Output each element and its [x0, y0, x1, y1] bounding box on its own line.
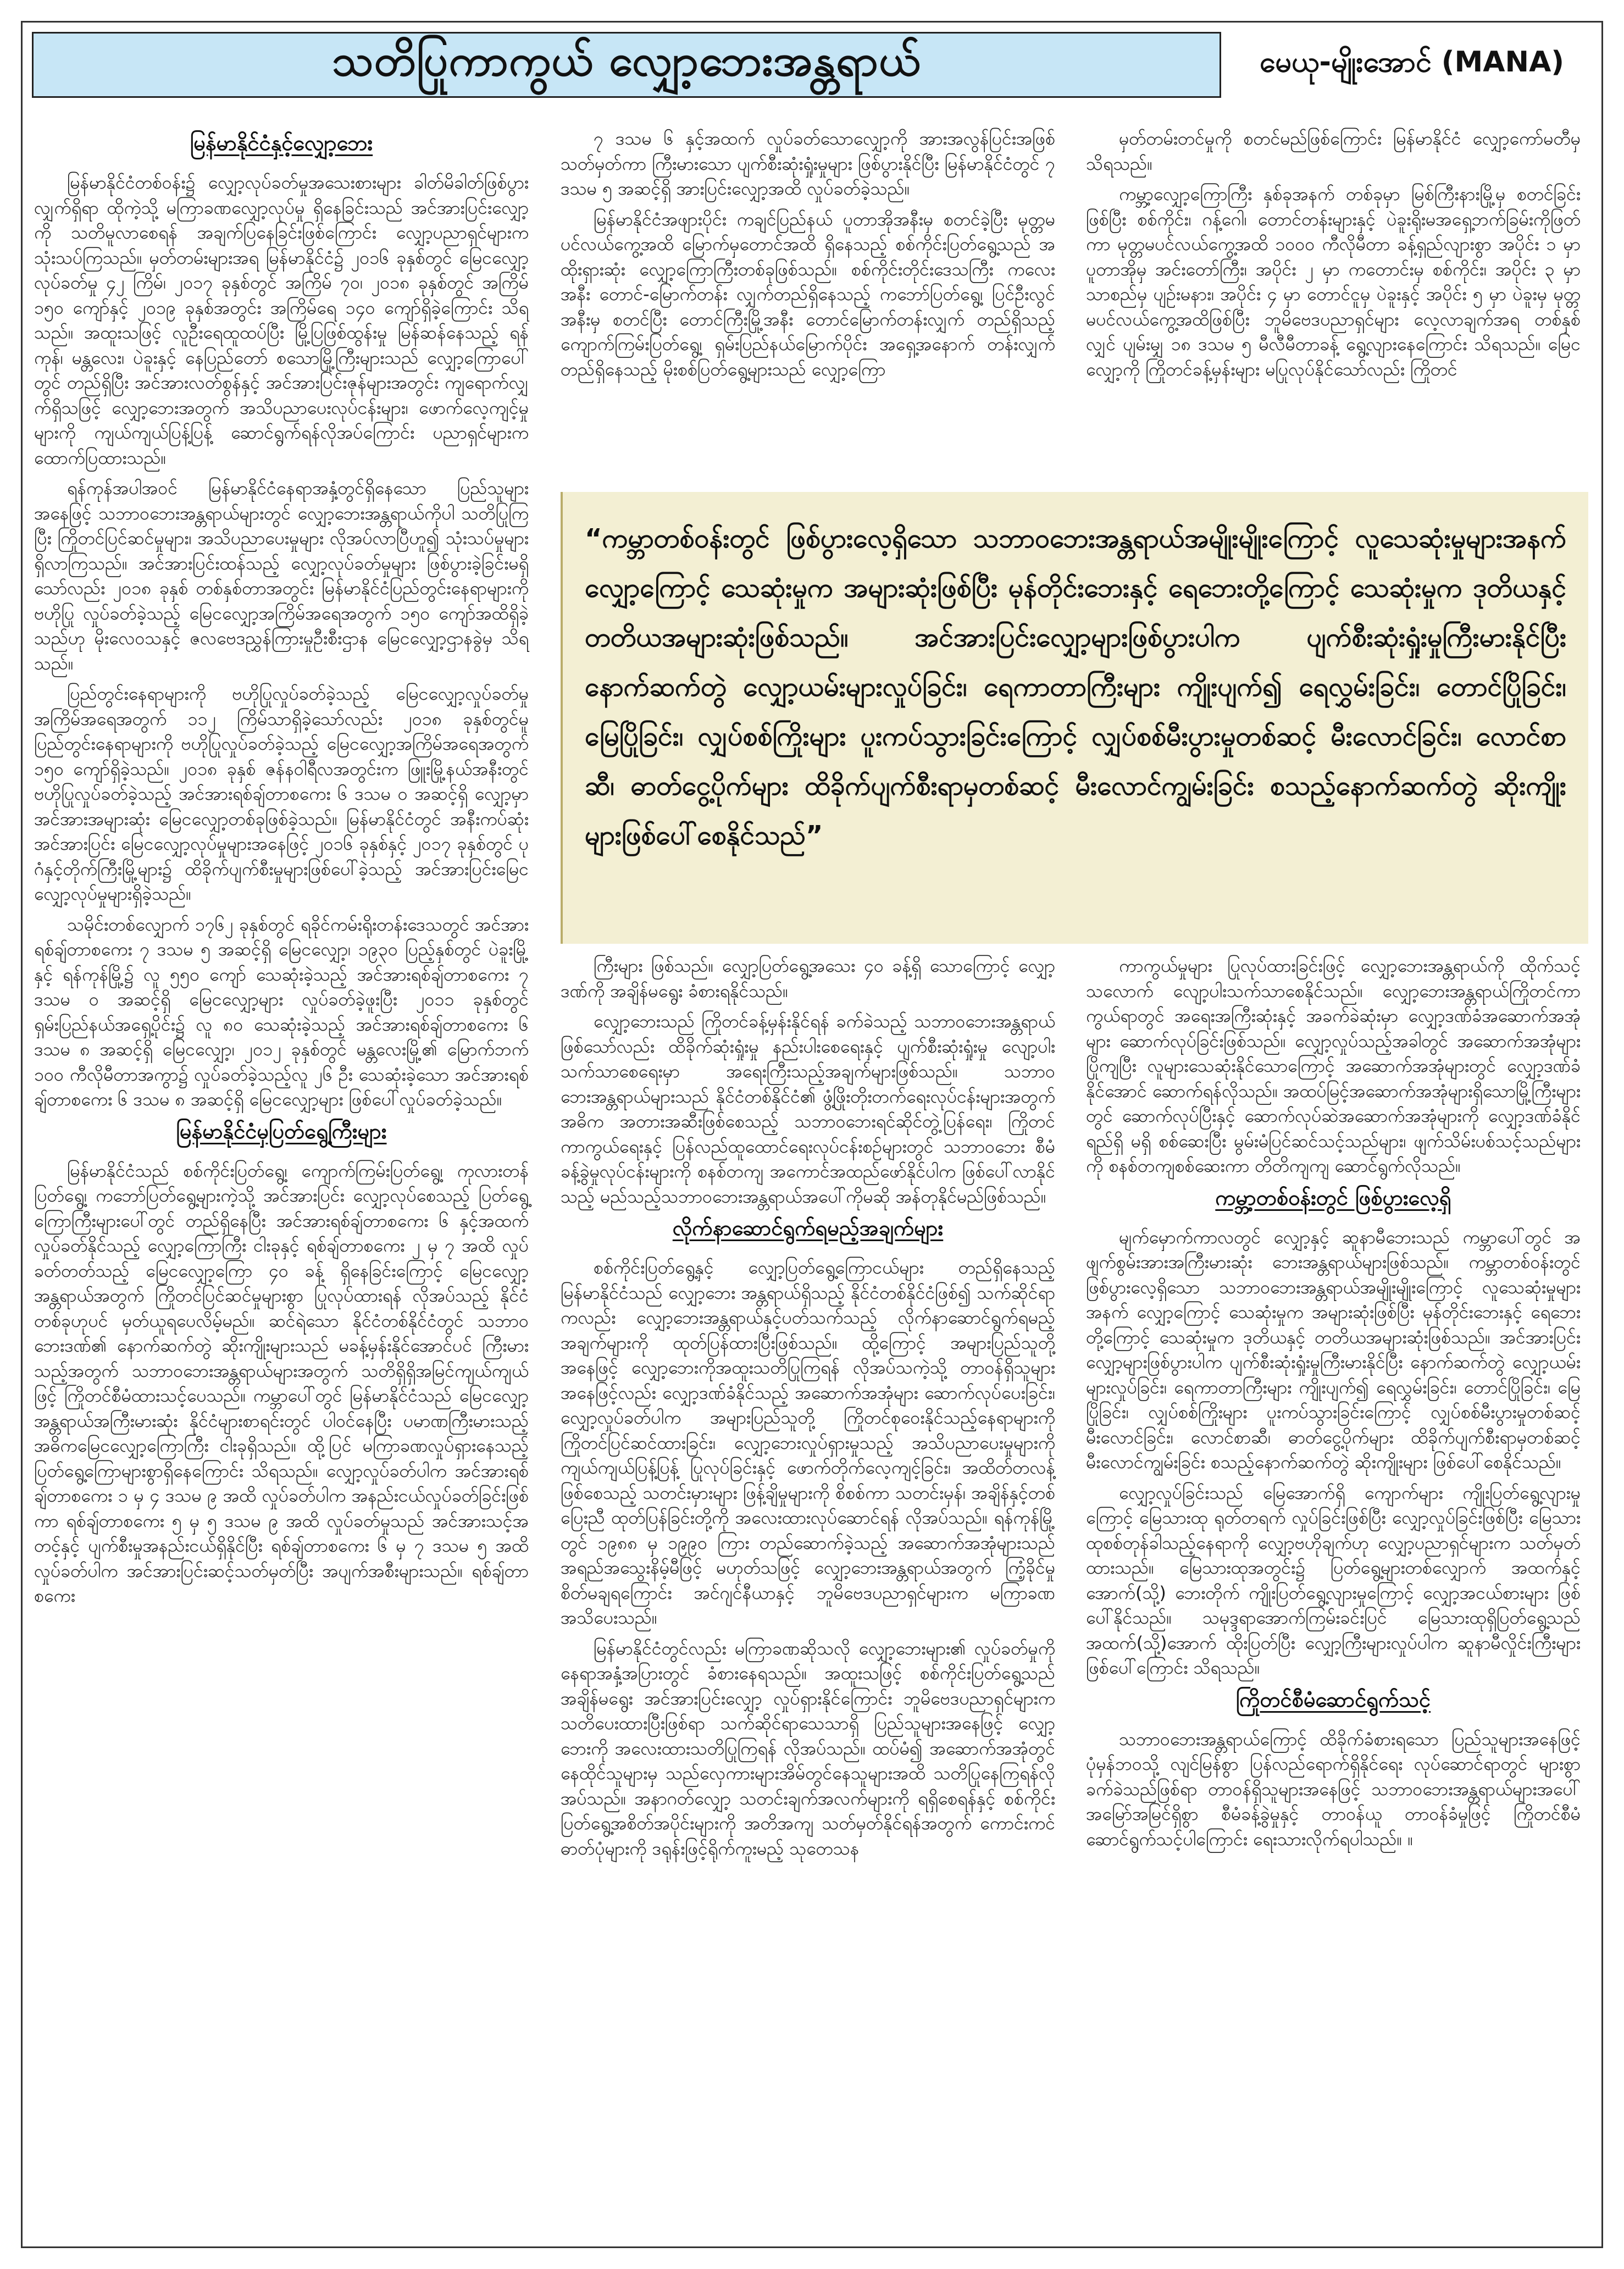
- paragraph: မျက်မှောက်ကာလတွင် လျှော့နှင့် ဆူနာမီဘေးသည် ကမ္ဘာပေါ်တွင် အဖျက်စွမ်းအားအကြီးမားဆုံး ဘေးအန္တရာယ်များဖြစ်သည်။ ကမ္ဘာတစ်ဝန်းတွင် ဖြစ်ပွားလေ့ရှိသော သဘာဝဘေးအန္တရာယ်အမျိုးမျိုးကြောင့် လူသေဆုံးမှုများအနက် လျှော့ကြောင့် သေဆုံးမှုက အများဆုံးဖြစ်ပြီး မုန်တိုင်းဘေးနှင့် ရေဘေးတို့ကြောင့် သေဆုံးမှုက ဒုတိယနှင့် တတိယအများဆုံးဖြစ်သည်။ အင်အားပြင်းလျှော့များဖြစ်ပွားပါက ပျက်စီးဆုံးရှုံးမှုကြီးမားနိုင်ပြီး နောက်ဆက်တွဲ လျှော့ယမ်းများလှုပ်ခြင်း၊ ရေကာတာကြီးများ ကျိုးပျက်၍ ရေလွှမ်းခြင်း၊ တောင်ပြိုခြင်း၊ မြေပြိုခြင်း၊ လျှပ်စစ်ကြိုးများ ပူးကပ်သွားခြင်းကြောင့် လျှပ်စစ်မီးပွားမှုတစ်ဆင့် မီးလောင်ခြင်း၊ လောင်စာဆီ၊ ဓာတ်ငွေ့ပိုက်များ ထိခိုက်ပျက်စီးရာမှတစ်ဆင့် မီးလောင်ကျွမ်းခြင်း စသည့်နောက်ဆက်တွဲ ဆိုးကျိုးများ ဖြစ်ပေါ်စေနိုင်သည်။: [1086, 1226, 1581, 1473]
- section-heading: မြန်မာနိုင်ငံမှပြတ်ရွေ့ကြီးများ: [176, 1119, 387, 1143]
- paragraph: ကမ္ဘာ့လျှော့ကြောကြီး နှစ်ခုအနက် တစ်ခုမှာ မြစ်ကြီးနားမြို့မှ စတင်ခြင်းဖြစ်ပြီး စစ်ကိုင်း၊ ဂန့်ဂေါ၊ တောင်တန်းများနှင့် ပဲခူးရိုးမအရှေ့ဘက်ခြမ်းကိုဖြတ်ကာ မုတ္တမပင်လယ်ကွေ့အထိ ၁၀၀၀ ကီလိုမီတာ ခန့်ရှည်လျားစွာ အပိုင်း ၁ မှာ ပူတာအိုမှ အင်းတော်ကြီး၊ အပိုင်း ၂ မှာ ကတောင်းမှ စစ်ကိုင်း၊ အပိုင်း ၃ မှာ သာစည်မှ ပျဉ်းမနား၊ အပိုင်း ၄ မှာ တောင်ငူမှ ပဲခူးနှင့် အပိုင်း ၅ မှာ ပဲခူးမှ မုတ္တမပင်လယ်ကွေ့အထိဖြစ်ပြီး ဘူမိဗေဒပညာရှင်များ လေ့လာချက်အရ တစ်နှစ်လျှင် ပျမ်းမျှ ၁၈ ဒသမ ၅ မီလီမီတာခန့် ရွေ့လျားနေကြောင်း သိရသည်။ မြေငလျှော့ကို ကြိုတင်ခန့်မှန်းများ မပြုလုပ်နိုင်သော်လည်း ကြိုတင်: [1086, 184, 1581, 380]
- paragraph: ကြီးများ ဖြစ်သည်။ လျှော့ပြတ်ရွေ့အသေး ၄၀ ခန့်ရှိ သောကြောင့် လျှော့ဒဏ်ကို အချိန်မရွေး ခံစားရနိုင်သည်။: [561, 955, 1055, 1001]
- byline-box: [1232, 32, 1592, 98]
- paragraph: မြန်မာနိုင်ငံတွင်လည်း မကြာခဏဆိုသလို လျှော့ဘေးများ၏ လှုပ်ခတ်မှုကို နေရာအနှံ့အပြားတွင် ခံစားနေရသည်။ အထူးသဖြင့် စစ်ကိုင်းပြတ်ရွေ့သည် အချိန်မရွေး အင်အားပြင်းလျှော့ လှုပ်ရှားနိုင်ကြောင်း ဘူမိဗေဒပညာရှင်များက သတိပေးထားပြီးဖြစ်ရာ သက်ဆိုင်ရာသေသာရှိ ပြည်သူများအနေဖြင့် လျှော့ဘေးကို အလေးထားသတိပြုကြရန် လိုအပ်သည်။ ထပ်မံ၍ အဆောက်အအုံတွင် နေထိုင်သူများမှ သည်လှေကားများအိမ်တွင်နေသူများအထိ သတိပြုနေကြရန်လိုအပ်သည်။ အနာဂတ်လျှော့ သတင်းချက်အလက်များကို ရရှိစေရန်နှင့် စစ်ကိုင်းပြတ်ရွေ့အစိတ်အပိုင်းများကို အတိအကျ သတ်မှတ်နိုင်ရန်အတွက် ကောင်းကင်ဓာတ်ပုံများကို ဒရုန်းဖြင့်ရိုက်ကူးမည့် သုတေသန: [561, 1637, 1055, 1859]
- byline: မေယု-မျိုးအောင် (MANA): [1259, 46, 1565, 79]
- pull-quote-text: “ကမ္ဘာတစ်ဝန်းတွင် ဖြစ်ပွားလေ့ရှိသော သဘာဝဘေးအန္တရာယ်အမျိုးမျိုးကြောင့် လူသေဆုံးမှုများအနက် လျှော့ကြောင့် သေဆုံးမှုက အများဆုံးဖြစ်ပြီး မုန်တိုင်းဘေးနှင့် ရေဘေးတို့ကြောင့် သေဆုံးမှုက ဒုတိယနှင့် တတိယအများဆုံးဖြစ်သည်။ အင်အားပြင်းလျှော့များဖြစ်ပွားပါက ပျက်စီးဆုံးရှုံးမှုကြီးမားနိုင်ပြီး နောက်ဆက်တွဲ လျှော့ယမ်းများလှုပ်ခြင်း၊ ရေကာတာကြီးများ ကျိုးပျက်၍ ရေလွှမ်းခြင်း၊ တောင်ပြိုခြင်း၊ မြေပြိုခြင်း၊ လျှပ်စစ်ကြိုးများ ပူးကပ်သွားခြင်းကြောင့် လျှပ်စစ်မီးပွားမှုတစ်ဆင့် မီးလောင်ခြင်း၊ လောင်စာဆီ၊ ဓာတ်ငွေ့ပိုက်များ ထိခိုက်ပျက်စီးရာမှတစ်ဆင့် မီးလောင်ကျွမ်းခြင်း စသည့်နောက်ဆက်တွဲ ဆိုးကျိုးများဖြစ်ပေါ်စေနိုင်သည်”: [585, 523, 1566, 851]
- paragraph: လျှော့ဘေးသည် ကြိုတင်ခန့်မှန်းနိုင်ရန် ခက်ခဲသည့် သဘာဝဘေးအန္တရာယ်ဖြစ်သော်လည်း ထိခိုက်ဆုံးရှုံးမှု နည်းပါးစေရေးနှင့် ပျက်စီးဆုံးရှုံးမှု လျော့ပါးသက်သာစေရေးမှာ အရေးကြီးသည့်အချက်များဖြစ်သည်။ သဘာဝဘေးအန္တရာယ်များသည် နိုင်ငံတစ်နိုင်ငံ၏ ဖွံ့ဖြိုးတိုးတက်ရေးလုပ်ငန်းများအတွက် အဓိက အတားအဆီးဖြစ်စေသည့် သဘာဝဘေးရင်ဆိုင်တွဲ့ပြန်ရေး၊ ကြိုတင်ကာကွယ်ရေးနှင့် ပြန်လည်ထူထောင်ရေးလုပ်ငန်းစဉ်များတွင် သဘာဝဘေး စီမံခန့်ခွဲမှုလုပ်ငန်းများကို စနစ်တကျ အကောင်အထည်ဖော်နိုင်ပါက ဖြစ်ပေါ်လာနိုင်သည့် မည်သည့်သဘာဝဘေးအန္တရာယ်အပေါ်ကိုမဆို အန်တုနိုင်မည်ဖြစ်သည်။: [561, 1011, 1055, 1207]
- column-2-bottom: [561, 954, 1055, 1867]
- paragraph: မြန်မာနိုင်ငံအဖျားပိုင်း ကချင်ပြည်နယ် ပူတာအိုအနီးမှ စတင်ခဲ့ပြီး မုတ္တမပင်လယ်ကွေ့အထိ မြောက်မှတောင်အထိ ရှိနေသည့် စစ်ကိုင်းပြတ်ရွေ့သည် အထိုးရှားဆုံး လျှော့ကြောကြီးတစ်ခုဖြစ်သည်။ စစ်ကိုင်းတိုင်းဒေသကြီး ကလေးအနီး တောင်-မြောက်တန်း လျှက်တည်ရှိနေသည့် ကဘော်ပြတ်ရွေ့၊ ပြင်ဦးလွင်အနီးမှ စတင်ပြီး တောင်ကြီးမြို့အနီး တောင်မြောက်တန်းလျှက် တည်ရှိသည့် ကျောက်ကြမ်းပြတ်ရွေ့၊ ရှမ်းပြည်နယ်မြောက်ပိုင်း အရှေ့အနောက် တန်းလျှက်တည်ရှိနေသည့် မိုးစစ်ပြတ်ရွေ့များသည် လျှော့ကြော: [561, 208, 1055, 380]
- paragraph: ကာကွယ်မှုများ ပြုလုပ်ထားခြင်းဖြင့် လျှော့ဘေးအန္တရာယ်ကို ထိုက်သင့်သလောက် လျော့ပါးသက်သာစေနိုင်သည်။ လျှော့ဘေးအန္တရာယ်ကြိုတင်ကာကွယ်ရာတွင် အရေးအကြီးဆုံးနှင့် အခက်ခဲဆုံးမှာ လျှော့ဒဏ်ခံအဆောက်အအုံများ ဆောက်လုပ်ခြင်းဖြစ်သည်။ လျှော့လှုပ်သည့်အခါတွင် အဆောက်အအုံများပြိုကျပြီး လူများသေဆုံးနိုင်သောကြောင့် အဆောက်အအုံများတွင် လျှော့ဒဏ်ခံနိုင်အောင် ဆောက်ရန်လိုသည်။ အထပ်မြင့်အဆောက်အအုံများရှိသောမြို့ကြီးများတွင် ဆောက်လုပ်ပြီးနှင့် ဆောက်လုပ်ဆဲအဆောက်အအုံများကို လျှော့ဒဏ်ခံနိုင်ရည်ရှိ မရှိ စစ်ဆေးပြီး မွမ်းမံပြင်ဆင်သင့်သည်များ၊ ဖျက်သိမ်းပစ်သင့်သည်များကို စနစ်တကျစစ်ဆေးကာ တိတိကျကျ ဆောင်ရွက်လိုသည်။: [1086, 955, 1581, 1176]
- article-title: သတိပြုကာကွယ် လျှော့ဘေးအန္တရာယ်: [332, 36, 921, 86]
- paragraph: မှတ်တမ်းတင်မှုကို စတင်မည်ဖြစ်ကြောင်း မြန်မာနိုင်ငံ လျှော့ကော်မတီမှ သိရသည်။: [1086, 128, 1581, 174]
- paragraph: သဘာဝဘေးအန္တရာယ်ကြောင့် ထိခိုက်ခံစားရသော ပြည်သူများအနေဖြင့် ပုံမှန်ဘဝသို့ လျင်မြန်စွာ ပြန်လည်ရောက်ရှိနိုင်ရေး လုပ်ဆောင်ရာတွင် များစွာခက်ခဲသည်ဖြစ်ရာ တာဝန်ရှိသူများအနေဖြင့် သဘာဝဘေးအန္တရာယ်များအပေါ် အမြော်အမြင်ရှိစွာ စီမံခန့်ခွဲမှုနှင့် တာဝန်ယူ တာဝန်ခံမှုဖြင့် ကြိုတင်စီမံဆောင်ရွက်သင့်ပါကြောင်း ရေးသားလိုက်ရပါသည်။ ။: [1086, 1728, 1581, 1850]
- section-heading: ကြိုတင်စီမံဆောင်ရွက်သင့်: [1235, 1687, 1431, 1712]
- paragraph: မြန်မာနိုင်ငံသည် စစ်ကိုင်းပြတ်ရွေ့၊ ကျောက်ကြမ်းပြတ်ရွေ့၊ ကုလားတန်ပြတ်ရွေ့၊ ကဘော်ပြတ်ရွေ့များကဲ့သို့ အင်အားပြင်း လျှော့လုပ်စေသည့် ပြတ်ရွေ့ကြောကြီးများပေါ်တွင် တည်ရှိနေပြီး အင်အားရစ်ချ်တာစကေး ၆ နှင့်အထက် လှုပ်ခတ်နိုင်သည့် လျှော့ကြောကြီး ငါးခုနှင့် ရစ်ချ်တာစကေး ၂ မှ ၇ အထိ လှုပ်ခတ်တတ်သည့် မြေငလျှော့ကြော ၄၀ ခန့် ရှိနေခြင်းကြောင့် မြေငလျှော့အန္တရာယ်အတွက် ကြိုတင်ပြင်ဆင်မှုများစွာ ပြုလုပ်ထားရန် လိုအပ်သည့် နိုင်ငံတစ်ခုဟုပင် မှတ်ယူရပေလိမ့်မည်။ ဆင်ရဲသော နိုင်ငံတစ်နိုင်ငံတွင် သဘာဝဘေးဒဏ်၏ နောက်ဆက်တွဲ ဆိုးကျိုးများသည် မခန့်မှန်းနိုင်အောင်ပင် ကြီးမားသည့်အတွက် သဘာဝဘေးအန္တရာယ်များအတွက် သတိရှိရှိအမြင်ကျယ်ကျယ်ဖြင့် ကြိုတင်စီမံထားသင့်ပေသည်။ ကမ္ဘာပေါ်တွင် မြန်မာနိုင်ငံသည် မြေငလျှော့အန္တရာယ်အကြီးမားဆုံး နိုင်ငံများစာရင်းတွင် ပါဝင်နေပြီး ပမာဏကြီးမားသည့် အဓိကမြေငလျှော့ကြောကြီး ငါးခုရှိသည်။ ထို့ပြင် မကြာခဏလှုပ်ရှားနေသည့် ပြတ်ရွေ့ကြောများစွာရှိနေကြောင်း သိရသည်။ လျှော့လှုပ်ခတ်ပါက အင်အားရစ်ချ်တာစကေး ၁ မှ ၄ ဒသမ ၉ အထိ လှုပ်ခတ်ပါက အနည်းငယ်လှုပ်ခတ်ခြင်းဖြစ်ကာ ရစ်ချ်တာစကေး ၅ မှ ၅ ဒသမ ၉ အထိ လှုပ်ခတ်မှုသည် အင်အားသင့်အတင့်နှင့် ပျက်စီးမှုအနည်းငယ်ရှိနိုင်ပြီး ရစ်ချ်တာစကေး ၆ မှ ၇ ဒသမ ၅ အထိလှုပ်ခတ်ပါက အင်အားပြင်းဆင့်သတ်မှတ်ပြီး အပျက်အစီးများသည်။ ရစ်ချ်တာစကေး: [34, 1160, 529, 1606]
- section-heading: ကမ္ဘာ့တစ်ဝန်းတွင် ဖြစ်ပွားလေ့ရှိ: [1215, 1185, 1451, 1210]
- pull-quote: [561, 492, 1588, 944]
- column-2-top: [561, 126, 1055, 388]
- section-heading: လိုက်နာဆောင်ရွက်ရမည့်အချက်များ: [672, 1216, 944, 1240]
- paragraph: ရန်ကုန်အပါအဝင် မြန်မာနိုင်ငံနေရာအနှံ့တွင်ရှိနေသော ပြည်သူများအနေဖြင့် သဘာဝဘေးအန္တရာယ်များတွင် လျှော့ဘေးအန္တရာယ်ကိုပါ သတိပြုကြပြီး ကြိုတင်ပြင်ဆင်မှုများ၊ အသိပညာပေးမှုများ လိုအပ်လာပြီဟူ၍ သုံးသပ်မှုများ ရှိလာကြသည်။ အင်အားပြင်းထန်သည့် လျှော့လုပ်ခတ်မှုများ ဖြစ်ပွားခဲ့ခြင်းမရှိသော်လည်း ၂၀၁၈ ခုနှစ် တစ်နှစ်တာအတွင်း မြန်မာနိုင်ငံပြည်တွင်းနေရာများကို ဗဟိုပြု လှုပ်ခတ်ခဲ့သည့် မြေငလျှော့အကြိမ်အရေအတွက် ၁၅၀ ကျော်အထိရှိခဲ့သည်ဟု မိုးလေဝသနှင့် ဇလဗေဒညွှန်ကြားမှုဦးစီးဌာန မြေငလျှော့ဌာနခွဲမှ သိရသည်။: [34, 478, 529, 674]
- column-3-bottom: [1086, 954, 1581, 1857]
- masthead: [32, 32, 1592, 98]
- paragraph: သမိုင်းတစ်လျှောက် ၁၇၆၂ ခုနှစ်တွင် ရခိုင်ကမ်းရိုးတန်းဒေသတွင် အင်အားရစ်ချ်တာစကေး ၇ ဒသမ ၅ အဆင့်ရှိ မြေငလျှော့၊ ၁၉၃၀ ပြည့်နှစ်တွင် ပဲခူးမြို့နှင့် ရန်ကုန်မြို့၌ လူ ၅၅၀ ကျော် သေဆုံးခဲ့သည့် အင်အားရစ်ချ်တာစကေး ၇ ဒသမ ၀ အဆင့်ရှိ မြေငလျှော့များ လှုပ်ခတ်ခဲ့ဖူးပြီး ၂၀၁၁ ခုနှစ်တွင် ရှမ်းပြည်နယ်အရှေ့ပိုင်း၌ လူ ၈၀ သေဆုံးခဲ့သည့် အင်အားရစ်ချ်တာစကေး ၆ ဒသမ ၈ အဆင့်ရှိ မြေငလျှော့၊ ၂၀၁၂ ခုနှစ်တွင် မန္တလေးမြို့၏ မြောက်ဘက် ၁၀၀ ကီလိုမီတာအကွာ၌ လှုပ်ခတ်ခဲ့သည့်လူ ၂၆ ဦး သေဆုံးခဲ့သော အင်အားရစ်ချ်တာစကေး ၆ ဒသမ ၈ အဆင့်ရှိ မြေငလျှော့များ ဖြစ်ပေါ်လှုပ်ခတ်ခဲ့သည်။: [34, 914, 529, 1110]
- title-banner: [32, 32, 1221, 98]
- column-3-top: [1086, 126, 1581, 388]
- paragraph: လျှော့လှုပ်ခြင်းသည် မြေအောက်ရှိ ကျောက်များ ကျိုးပြတ်ရွေ့လျားမှုကြောင့် မြေသားထု ရုတ်တရက် လှုပ်ခြင်းဖြစ်ပြီး လျှော့လှုပ်ခြင်းဖြစ်ပြီး မြေသားထုစစ်တုန်ခါသည့်နေရာကို လျှော့ဗဟိုချက်ဟု လျှော့ပညာရှင်များက သတ်မှတ်ထားသည်။ မြေသားထုအတွင်း၌ ပြတ်ရွေ့များတစ်လျှောက် အထက်နှင့်အောက်(သို့) ဘေးတိုက် ကျိုးပြတ်ရွေ့လျားမှုကြောင့် လျှော့အငယ်စားများ ဖြစ်ပေါ်နိုင်သည်။ သမုဒ္ဒရာအောက်ကြမ်းခင်းပြင် မြေသားထုရှိပြတ်ရွေ့သည် အထက်(သို့)အောက် ထိုးပြတ်ပြီး လျှော့ကြီးများလှုပ်ပါက ဆူနာမီလှိုင်းကြီးများဖြစ်ပေါ်ကြောင်း သိရသည်။: [1086, 1482, 1581, 1678]
- paragraph: စစ်ကိုင်းပြတ်ရွေ့နှင့် လျှော့ပြတ်ရွေ့ကြောငယ်များ တည်ရှိနေသည့် မြန်မာနိုင်ငံသည် လျှော့ဘေး အန္တရာယ်ရှိသည့် နိုင်ငံတစ်နိုင်ငံဖြစ်၍ သက်ဆိုင်ရာကလည်း လျှော့ဘေးအန္တရာယ်နှင့်ပတ်သက်သည့် လိုက်နာဆောင်ရွက်ရမည့်အချက်များကို ထုတ်ပြန်ထားပြီးဖြစ်သည်။ ထို့ကြောင့် အများပြည်သူတို့အနေဖြင့် လျှော့ဘေးကိုအထူးသတိပြုကြရန် လိုအပ်သကဲ့သို့ တာဝန်ရှိသူများအနေဖြင့်လည်း လျှော့ဒဏ်ခံနိုင်သည့် အဆောက်အအုံများ ဆောက်လုပ်ပေးခြင်း၊ လျှော့လှုပ်ခတ်ပါက အများပြည်သူတို့ ကြိုတင်စုဝေးနိုင်သည့်နေရာများကို ကြိုတင်ပြင်ဆင်ထားခြင်း၊ လျှော့ဘေးလှုပ်ရှားမှုသည့် အသိပညာပေးမှုများကို ကျယ်ကျယ်ပြန့်ပြန့် ပြုလုပ်ခြင်းနှင့် ဖောက်တိုက်လေ့ကျင့်ခြင်း၊ အထိတ်တလန့်ဖြစ်စေသည့် သတင်းမှားများ ဖြန့်ချိမှုများကို စိစစ်ကာ သတင်းမှန်၊ အချိန်နှင့်တစ်ပြေးညီ ထုတ်ပြန်ခြင်းတို့ကို အလေးထားလုပ်ဆောင်ရန် လိုအပ်သည်။ ရန်ကုန်မြို့တွင် ၁၉၈၈ မှ ၁၉၉၀ ကြား တည်ဆောက်ခဲ့သည့် အဆောက်အအုံများသည် အရည်အသွေးနိမ့်မီဖြင့် မဟုတ်သဖြင့် လျှော့ဘေးအန္တရာယ်အတွက် ကြံ့ခိုင်မှုစိတ်မချရကြောင်း အင်ဂျင်နီယာနှင့် ဘူမိဗေဒပညာရှင်များက မကြာခဏ အသိပေးသည်။: [561, 1257, 1055, 1628]
- paragraph: ၇ ဒသမ ၆ နှင့်အထက် လှုပ်ခတ်သောလျှော့ကို အားအလွန်ပြင်းအဖြစ် သတ်မှတ်ကာ ကြီးမားသော ပျက်စီးဆုံးရှုံးမှုများ ဖြစ်ပွားနိုင်ပြီး မြန်မာနိုင်ငံတွင် ၇ ဒသမ ၅ အဆင့်ရှိ အားပြင်းလျှော့အထိ လှုပ်ခတ်ခဲ့သည်။: [561, 128, 1055, 199]
- paragraph: မြန်မာနိုင်ငံတစ်ဝန်း၌ လျှော့လုပ်ခတ်မှုအသေးစားများ ခါတ်မိခါတ်ဖြစ်ပွားလျှက်ရှိရာ ထိုကဲ့သို့ မကြာခဏလျှော့လုပ်မှု ရှိနေခြင်းသည် အင်အားပြင်းလျှော့ကို သတိမူလာစေရန် အချက်ပြနေခြင်းဖြစ်ကြောင်း လျှော့ပညာရှင်များက သုံးသပ်ကြသည်။ မှတ်တမ်းများအရ မြန်မာနိုင်ငံ၌ ၂၀၁၆ ခုနှစ်တွင် မြေငလျှော့လုပ်ခတ်မှု ၄၂ ကြိမ်၊ ၂၀၁၇ ခုနှစ်တွင် အကြိမ် ၇၀၊ ၂၀၁၈ ခုနှစ်တွင် အကြိမ် ၁၅၀ ကျော်နှင့် ၂၀၁၉ ခုနှစ်အတွင်း အကြိမ်ရေ ၁၄၀ ကျော်ရှိခဲ့ကြောင်း သိရသည်။ အထူးသဖြင့် လူဦးရေထူထပ်ပြီး မြို့ပြဖြစ်ထွန်းမှု မြန်ဆန်နေသည့် ရန်ကုန်၊ မန္တလေး၊ ပဲခူးနှင့် နေပြည်တော် စသောမြို့ကြီးများသည် လျှော့ကြောပေါ်တွင် တည်ရှိပြီး အင်အားလတ်စွန်နှင့် အင်အားပြင်းဇုန်များအတွင်း ကျရောက်လျှက်ရှိသဖြင့် လျှော့ဘေးအတွက် အသိပညာပေးလုပ်ငန်းများ၊ ဖောက်လေ့ကျင့်မှုများကို ကျယ်ကျယ်ပြန့်ပြန့် ဆောင်ရွက်ရန်လိုအပ်ကြောင်း ပညာရှင်များက ထောက်ပြထားသည်။: [34, 172, 529, 468]
- section-heading: မြန်မာနိုင်ငံနှင့်လျှော့ဘေး: [190, 131, 373, 155]
- paragraph: ပြည်တွင်းနေရာများကို ဗဟိုပြုလှုပ်ခတ်ခဲ့သည့် မြေငလျှော့လှုပ်ခတ်မှု အကြိမ်အရေအတွက် ၁၁၂ ကြိမ်သာရှိခဲ့သော်လည်း ၂၀၁၈ ခုနှစ်တွင်မူ ပြည်တွင်းနေရာများကို ဗဟိုပြုလှုပ်ခတ်ခဲ့သည့် မြေငလျှော့အကြိမ်အရေအတွက် ၁၅၀ ကျော်ရှိခဲ့သည်။ ၂၀၁၈ ခုနှစ် ဇန်နဝါရီလအတွင်းက ဖြူးမြို့နယ်အနီးတွင် ဗဟိုပြုလှုပ်ခတ်ခဲ့သည့် အင်အားရစ်ချ်တာစကေး ၆ ဒသမ ၀ အဆင့်ရှိ လျှော့မှာ အင်အားအများဆုံး မြေငလျှော့တစ်ခုဖြစ်ခဲ့သည်။ မြန်မာနိုင်ငံတွင် အနီးကပ်ဆုံး အင်အားပြင်း မြေငလျှော့လုပ်မှုများအနေဖြင့် ၂၀၁၆ ခုနှစ်နှင့် ၂၀၁၇ ခုနှစ်တွင် ပုဂံနှင့်တိုက်ကြီးမြို့များ၌ ထိခိုက်ပျက်စီးမှုများဖြစ်ပေါ်ခဲ့သည့် အင်အားပြင်းမြေငလျှော့လုပ်မှုများရှိခဲ့သည်။: [34, 683, 529, 904]
- column-1: [34, 126, 529, 1614]
